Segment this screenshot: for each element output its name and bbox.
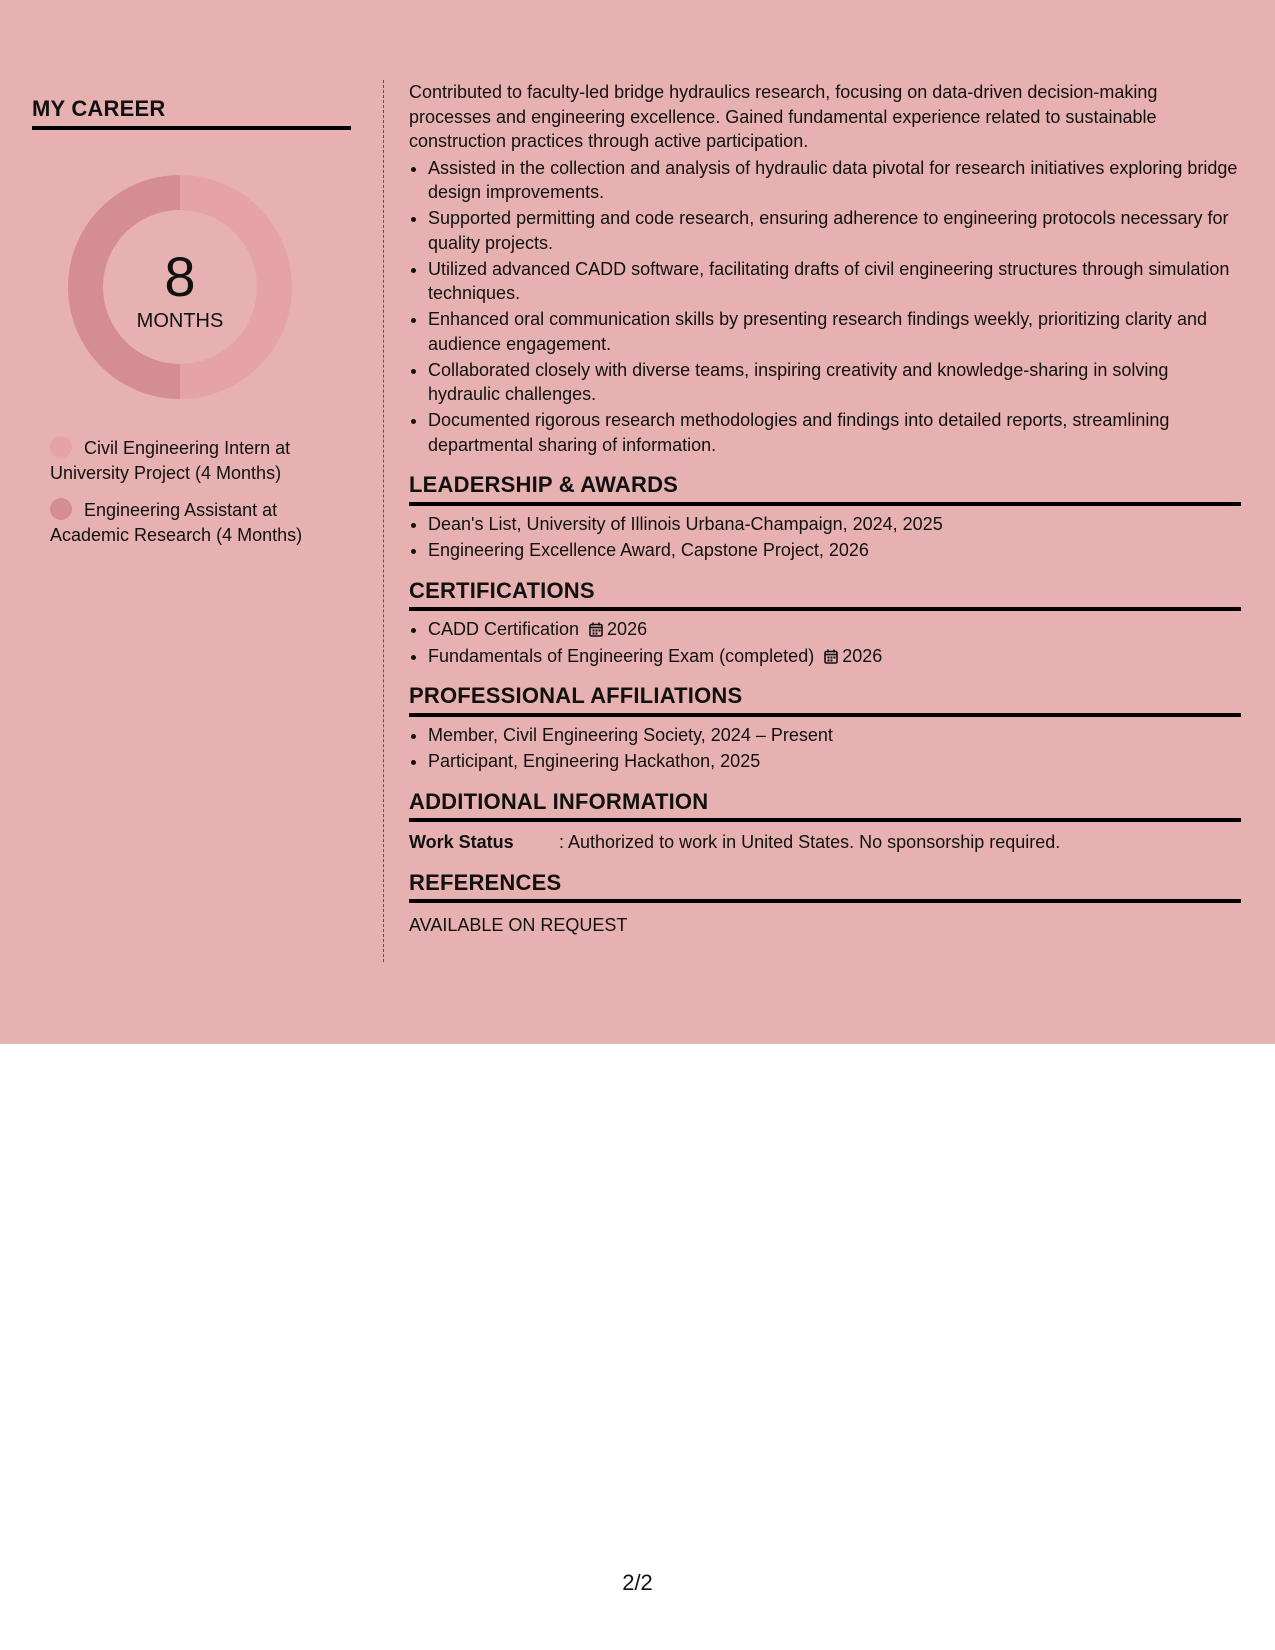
list-item: • Utilized advanced CADD software, facilitating drafts of civil engineering structures through simulation techniques.	[428, 257, 1241, 306]
legend-label: Civil Engineering Intern at University Project (4 Months)	[50, 438, 291, 483]
work-status-value: : Authorized to work in United States. No sponsorship required.	[559, 832, 1061, 852]
legend-dot-1	[50, 436, 72, 458]
list-item: • Enhanced oral communication skills by presenting research findings weekly, prioritizing clarity and audience engagement.	[428, 307, 1241, 356]
certification-year: 2026	[842, 645, 883, 666]
career-legend	[50, 436, 351, 548]
list-item: • Documented rigorous research methodologies and findings into detailed reports, streamlining departmental sharing of information.	[428, 408, 1241, 457]
career-heading: MY CAREER	[32, 96, 351, 130]
list-item: • Assisted in the collection and analysis of hydraulic data pivotal for research initiatives exploring bridge design improvements.	[428, 156, 1241, 205]
work-status-label: Work Status	[409, 832, 514, 852]
section-title: ADDITIONAL INFORMATION	[409, 790, 1241, 823]
experience-bullets	[409, 156, 1241, 458]
leadership-section	[409, 473, 1241, 563]
career-total-number: 8	[164, 245, 196, 308]
section-title: CERTIFICATIONS	[409, 579, 1241, 612]
column-divider	[383, 80, 384, 962]
calendar-icon	[824, 649, 838, 664]
work-status-row	[409, 830, 1241, 855]
certification-name: Fundamentals of Engineering Exam (completed)	[428, 645, 815, 666]
list-item: • Member, Civil Engineering Society, 2024 – Present	[428, 723, 1241, 748]
affiliations-list	[409, 723, 1241, 774]
career-total-unit: MONTHS	[136, 310, 224, 332]
list-item: • Dean's List, University of Illinois Urbana-Champaign, 2024, 2025	[428, 512, 1241, 537]
donut-center	[67, 174, 293, 400]
legend-item	[50, 498, 351, 548]
list-item	[428, 644, 1241, 669]
list-item	[428, 617, 1241, 642]
additional-info-section	[409, 790, 1241, 855]
section-title: REFERENCES	[409, 871, 1241, 904]
certification-year: 2026	[607, 619, 648, 639]
page-number: 2/2	[622, 1570, 653, 1595]
career-donut-chart	[67, 174, 293, 400]
leadership-list	[409, 512, 1241, 563]
main-content	[409, 80, 1241, 938]
certifications-section	[409, 579, 1241, 669]
calendar-icon	[589, 622, 603, 637]
list-item: • Participant, Engineering Hackathon, 2025	[428, 749, 1241, 774]
legend-label: Engineering Assistant at Academic Research (4 Months)	[50, 500, 303, 545]
section-title: LEADERSHIP & AWARDS	[409, 473, 1241, 506]
affiliations-section	[409, 684, 1241, 774]
section-title: PROFESSIONAL AFFILIATIONS	[409, 684, 1241, 717]
legend-item	[50, 436, 351, 486]
list-item: • Collaborated closely with diverse teams, inspiring creativity and knowledge-sharing in solving hydraulic challenges.	[428, 358, 1241, 407]
legend-dot-2	[50, 498, 72, 520]
certification-name: CADD Certification	[428, 619, 580, 639]
certifications-list	[409, 617, 1241, 668]
list-item: • Supported permitting and code research, ensuring adherence to engineering protocols necessary for quality projects.	[428, 206, 1241, 255]
references-section	[409, 871, 1241, 938]
references-text: AVAILABLE ON REQUEST	[409, 915, 628, 935]
list-item: • Engineering Excellence Award, Capstone Project, 2026	[428, 538, 1241, 563]
career-sidebar	[32, 96, 351, 560]
experience-intro: Contributed to faculty-led bridge hydraulics research, focusing on data-driven decision-making processes and engineering excellence. Gained fundamental experience related to sustainable construction practices through active participation.	[409, 82, 1158, 151]
